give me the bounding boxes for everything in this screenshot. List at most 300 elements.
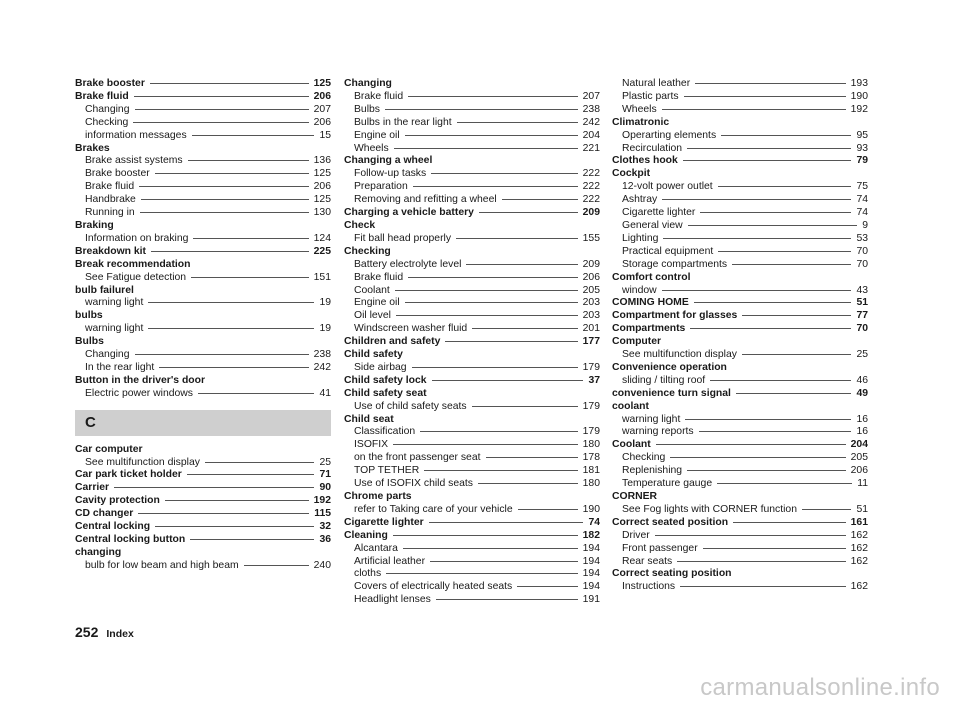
index-entry[interactable] [75, 482, 331, 495]
index-subentry[interactable] [75, 272, 331, 285]
entry-term: Driver [622, 529, 650, 541]
leader-line [502, 199, 578, 200]
index-subentry[interactable] [612, 259, 868, 272]
entry-term: CD changer [75, 508, 134, 520]
entry-term: Charging a vehicle battery [344, 207, 474, 219]
entry-term: warning light [85, 323, 144, 335]
index-entry[interactable] [344, 207, 600, 220]
leader-line [479, 212, 578, 213]
page-reference[interactable]: 162 [850, 542, 868, 554]
index-entry[interactable] [75, 521, 331, 534]
page-reference[interactable]: 194 [582, 542, 600, 554]
page-reference[interactable]: 25 [856, 349, 868, 361]
index-subentry[interactable] [75, 155, 331, 168]
entry-term: Car computer [75, 443, 143, 455]
page-reference[interactable]: 190 [850, 90, 868, 102]
leader-line [694, 302, 852, 303]
page-reference[interactable]: 179 [582, 361, 600, 373]
index-subentry[interactable] [344, 194, 600, 207]
leader-line [736, 393, 851, 394]
leader-line [140, 212, 309, 213]
page-reference[interactable]: 206 [313, 116, 331, 128]
index-entry [612, 401, 868, 414]
entry-term: Changing a wheel [344, 155, 433, 167]
entry-term: Electric power windows [85, 387, 193, 399]
entry-term: Brake booster [85, 168, 150, 180]
index-subentry[interactable] [344, 568, 600, 581]
entry-term: Child safety seat [344, 387, 427, 399]
entry-term: Compartment for glasses [612, 310, 738, 322]
page-reference[interactable]: 95 [856, 129, 868, 141]
entry-term: See multifunction display [85, 456, 200, 468]
index-subentry[interactable] [75, 297, 331, 310]
leader-line [486, 457, 578, 458]
page-reference[interactable]: 162 [850, 529, 868, 541]
entry-term: Correct seating position [612, 568, 732, 580]
entry-term: Brake assist systems [85, 155, 183, 167]
leader-line [662, 199, 851, 200]
index-subentry[interactable] [344, 465, 600, 478]
leader-line [688, 225, 858, 226]
index-subentry[interactable] [612, 78, 868, 91]
page-reference[interactable]: 242 [313, 361, 331, 373]
page-reference[interactable]: 77 [856, 310, 868, 322]
index-subentry[interactable] [344, 452, 600, 465]
entry-term: Front passenger [622, 542, 698, 554]
entry-term: Artificial leather [354, 555, 426, 567]
index-entry[interactable] [612, 323, 868, 336]
entry-term: Natural leather [622, 78, 691, 89]
page-reference[interactable]: 192 [313, 495, 331, 507]
leader-line [685, 419, 851, 420]
page-reference[interactable]: 201 [582, 323, 600, 335]
index-entry[interactable] [612, 517, 868, 530]
index-subentry[interactable] [344, 478, 600, 491]
page-reference[interactable]: 206 [313, 90, 331, 102]
index-subentry[interactable] [75, 130, 331, 143]
index-entry [344, 155, 600, 168]
leader-line [165, 500, 309, 501]
leader-line [430, 561, 578, 562]
index-entry[interactable] [612, 388, 868, 401]
page-reference[interactable]: 32 [319, 521, 331, 533]
page-reference[interactable]: 162 [850, 581, 868, 593]
page-reference[interactable]: 125 [313, 78, 331, 89]
leader-line [742, 315, 851, 316]
leader-line [424, 470, 577, 471]
index-subentry[interactable] [612, 207, 868, 220]
leader-line [472, 328, 577, 329]
page-reference[interactable]: 191 [582, 594, 600, 606]
page-reference[interactable]: 222 [582, 168, 600, 180]
page-reference[interactable]: 194 [582, 581, 600, 593]
page-reference[interactable]: 19 [319, 323, 331, 335]
leader-line [396, 315, 578, 316]
entry-term: bulb failurel [75, 284, 134, 296]
index-entry[interactable] [75, 91, 331, 104]
index-subentry[interactable] [75, 181, 331, 194]
page-reference[interactable]: 204 [850, 439, 868, 451]
section-letter-heading: C [75, 410, 331, 436]
index-entry [612, 568, 868, 581]
index-entry[interactable] [75, 469, 331, 482]
page-reference[interactable]: 205 [582, 284, 600, 296]
page-reference[interactable]: 155 [582, 232, 600, 244]
index-subentry[interactable] [75, 104, 331, 117]
index-entry[interactable] [344, 336, 600, 349]
leader-line [403, 548, 578, 549]
index-subentry[interactable] [75, 362, 331, 375]
leader-line [456, 238, 578, 239]
page-reference[interactable]: 179 [582, 400, 600, 412]
leader-line [148, 302, 314, 303]
entry-term: on the front passenger seat [354, 452, 481, 464]
index-entry [612, 168, 868, 181]
leader-line [405, 302, 578, 303]
index-subentry[interactable] [344, 91, 600, 104]
entry-term: Plastic parts [622, 90, 679, 102]
entry-term: Bulbs [75, 336, 104, 348]
index-entry[interactable] [344, 375, 600, 388]
leader-line [684, 96, 846, 97]
entry-term: Storage compartments [622, 258, 728, 270]
page-reference[interactable]: 16 [856, 426, 868, 438]
index-entry [75, 143, 331, 156]
leader-line [193, 238, 308, 239]
index-subentry[interactable] [344, 143, 600, 156]
leader-line [742, 354, 852, 355]
entry-term: ISOFIX [354, 439, 389, 451]
page-reference[interactable]: 209 [582, 207, 600, 219]
entry-term: Use of ISOFIX child seats [354, 478, 473, 490]
index-subentry[interactable] [344, 362, 600, 375]
entry-term: Changing [344, 78, 392, 89]
index-entry[interactable] [612, 439, 868, 452]
page-reference[interactable]: 180 [582, 478, 600, 490]
index-subentry[interactable] [344, 297, 600, 310]
page-reference[interactable]: 177 [582, 336, 600, 348]
page-reference[interactable]: 206 [582, 271, 600, 283]
index-subentry[interactable] [612, 181, 868, 194]
index-subentry[interactable] [344, 594, 600, 607]
leader-line [135, 109, 309, 110]
page-reference[interactable]: 93 [856, 142, 868, 154]
leader-line [700, 212, 851, 213]
page-reference[interactable]: 15 [319, 129, 331, 141]
entry-term: Follow-up tasks [354, 168, 427, 180]
page-reference[interactable]: 136 [313, 155, 331, 167]
entry-term: Coolant [354, 284, 390, 296]
index-entry[interactable] [75, 78, 331, 91]
index-subentry[interactable] [75, 457, 331, 470]
page-reference[interactable]: 193 [850, 78, 868, 89]
leader-line [683, 160, 852, 161]
index-entry[interactable] [344, 530, 600, 543]
page-reference[interactable]: 70 [856, 258, 868, 270]
index-entry [612, 336, 868, 349]
page-reference[interactable]: 115 [314, 508, 331, 520]
page-reference[interactable]: 74 [856, 194, 868, 206]
index-subentry[interactable] [612, 504, 868, 517]
index-subentry[interactable] [612, 91, 868, 104]
entry-term: Braking [75, 219, 114, 231]
page-reference[interactable]: 51 [856, 503, 868, 515]
entry-term: bulb for low beam and high beam [85, 559, 239, 571]
entry-term: Battery electrolyte level [354, 258, 462, 270]
index-entry [612, 491, 868, 504]
leader-line [429, 522, 584, 523]
page-reference[interactable]: 130 [313, 207, 331, 219]
page-reference[interactable]: 37 [588, 374, 600, 386]
page-reference[interactable]: 125 [313, 194, 331, 206]
index-subentry[interactable] [612, 285, 868, 298]
page-reference[interactable]: 178 [582, 452, 600, 464]
page-reference[interactable]: 203 [582, 297, 600, 309]
index-subentry[interactable] [612, 543, 868, 556]
index-subentry[interactable] [612, 452, 868, 465]
index-subentry[interactable] [344, 504, 600, 517]
entry-term: Recirculation [622, 142, 683, 154]
index-subentry[interactable] [344, 310, 600, 323]
page-reference[interactable]: 180 [582, 439, 600, 451]
index-subentry[interactable] [344, 104, 600, 117]
page-reference[interactable]: 203 [582, 310, 600, 322]
index-subentry[interactable] [612, 246, 868, 259]
page-reference[interactable]: 53 [856, 232, 868, 244]
index-entry[interactable] [75, 495, 331, 508]
index-entry [344, 414, 600, 427]
page-reference[interactable]: 124 [313, 232, 331, 244]
page-reference[interactable]: 70 [856, 245, 868, 257]
entry-term: Classification [354, 426, 416, 438]
page-reference[interactable]: 49 [856, 387, 868, 399]
index-subentry[interactable] [612, 220, 868, 233]
index-entry [75, 336, 331, 349]
index-subentry[interactable] [344, 439, 600, 452]
page-reference[interactable]: 225 [313, 245, 331, 257]
page-reference[interactable]: 238 [313, 349, 331, 361]
index-subentry[interactable] [75, 323, 331, 336]
page-reference[interactable]: 206 [313, 181, 331, 193]
page-reference[interactable]: 221 [582, 142, 600, 154]
entry-term: warning light [85, 297, 144, 309]
leader-line [413, 186, 578, 187]
index-subentry[interactable] [344, 581, 600, 594]
entry-term: cloths [354, 568, 382, 580]
index-subentry[interactable] [344, 117, 600, 130]
index-subentry[interactable] [344, 401, 600, 414]
index-subentry[interactable] [612, 530, 868, 543]
index-subentry[interactable] [612, 349, 868, 362]
entry-term: refer to Taking care of your vehicle [354, 503, 513, 515]
index-subentry[interactable] [75, 168, 331, 181]
entry-term: Bulbs in the rear light [354, 116, 452, 128]
index-subentry[interactable] [75, 194, 331, 207]
entry-term: window [622, 284, 657, 296]
entry-term: Temperature gauge [622, 478, 713, 490]
entry-term: Windscreen washer fluid [354, 323, 468, 335]
entry-term: Chrome parts [344, 491, 412, 502]
page-reference[interactable]: 43 [856, 284, 868, 296]
page-reference[interactable]: 25 [319, 456, 331, 468]
index-subentry[interactable] [344, 285, 600, 298]
index-subentry[interactable] [612, 233, 868, 246]
index-subentry[interactable] [75, 117, 331, 130]
entry-term: Breakdown kit [75, 245, 147, 257]
page-reference[interactable]: 74 [856, 207, 868, 219]
page-reference[interactable]: 222 [582, 194, 600, 206]
index-entry [75, 375, 331, 388]
index-subentry[interactable] [612, 104, 868, 117]
page-reference[interactable]: 209 [582, 258, 600, 270]
index-entry [75, 310, 331, 323]
page-reference[interactable]: 179 [582, 426, 600, 438]
entry-term: convenience turn signal [612, 387, 731, 399]
entry-term: Handbrake [85, 194, 136, 206]
page-reference[interactable]: 71 [319, 469, 331, 481]
page-reference[interactable]: 70 [856, 323, 868, 335]
page-reference[interactable]: 206 [850, 465, 868, 477]
page-reference[interactable]: 182 [582, 529, 600, 541]
index-subentry[interactable] [612, 556, 868, 569]
page-reference[interactable]: 207 [313, 103, 331, 115]
page-reference[interactable]: 242 [582, 116, 600, 128]
page-reference[interactable]: 238 [582, 103, 600, 115]
index-column-1 [75, 78, 331, 573]
entry-term: Brake fluid [354, 271, 404, 283]
page-reference[interactable]: 11 [857, 478, 868, 490]
page-reference[interactable]: 190 [582, 503, 600, 515]
index-entry [75, 444, 331, 457]
index-entry[interactable] [344, 517, 600, 530]
index-subentry[interactable] [612, 130, 868, 143]
page-reference[interactable]: 161 [850, 516, 868, 528]
page-reference[interactable]: 240 [313, 559, 331, 571]
page-reference[interactable]: 90 [319, 482, 331, 494]
page-reference[interactable]: 204 [582, 129, 600, 141]
page-reference[interactable]: 36 [319, 534, 331, 545]
page-reference[interactable]: 19 [319, 297, 331, 309]
page-reference[interactable]: 162 [850, 555, 868, 567]
entry-term: General view [622, 219, 683, 231]
index-entry [344, 78, 600, 91]
page-reference[interactable]: 194 [582, 555, 600, 567]
index-subentry[interactable] [75, 233, 331, 246]
index-subentry[interactable] [612, 414, 868, 427]
page-reference[interactable]: 74 [588, 516, 600, 528]
leader-line [802, 509, 851, 510]
index-subentry[interactable] [344, 181, 600, 194]
index-entry[interactable] [75, 246, 331, 259]
index-subentry[interactable] [612, 426, 868, 439]
index-subentry[interactable] [75, 349, 331, 362]
entry-term: sliding / tilting roof [622, 374, 706, 386]
entry-term: Climatronic [612, 116, 670, 128]
index-entry[interactable] [612, 155, 868, 168]
leader-line [687, 148, 851, 149]
page-reference[interactable]: 194 [582, 568, 600, 580]
index-subentry[interactable] [344, 426, 600, 439]
index-entry[interactable] [612, 310, 868, 323]
index-subentry[interactable] [75, 388, 331, 401]
index-subentry[interactable] [344, 272, 600, 285]
index-entry[interactable] [612, 297, 868, 310]
index-entry[interactable] [75, 508, 331, 521]
leader-line [133, 122, 308, 123]
index-subentry[interactable] [344, 168, 600, 181]
leader-line [188, 160, 309, 161]
page-reference[interactable]: 181 [582, 465, 600, 477]
leader-line [431, 173, 577, 174]
index-subentry[interactable] [344, 323, 600, 336]
page-reference[interactable]: 205 [850, 452, 868, 464]
leader-line [135, 354, 309, 355]
index-subentry[interactable] [612, 143, 868, 156]
entry-term: Cigarette lighter [344, 516, 424, 528]
leader-line [663, 238, 851, 239]
page-reference[interactable]: 51 [856, 297, 868, 309]
index-subentry[interactable] [344, 130, 600, 143]
index-subentry[interactable] [612, 194, 868, 207]
entry-term: CORNER [612, 491, 658, 502]
entry-term: Changing [85, 349, 130, 361]
index-entry [344, 491, 600, 504]
page-reference[interactable]: 41 [319, 387, 331, 399]
index-subentry[interactable] [344, 233, 600, 246]
entry-term: Computer [612, 336, 662, 348]
leader-line [150, 83, 309, 84]
entry-term: Check [344, 219, 376, 231]
page-reference[interactable]: 46 [856, 374, 868, 386]
entry-term: Lighting [622, 232, 659, 244]
index-subentry[interactable] [612, 465, 868, 478]
index-subentry[interactable] [344, 259, 600, 272]
page-reference[interactable]: 151 [313, 271, 331, 283]
index-subentry[interactable] [344, 556, 600, 569]
entry-term: See Fog lights with CORNER function [622, 503, 797, 515]
index-subentry[interactable] [344, 543, 600, 556]
entry-term: Removing and refitting a wheel [354, 194, 497, 206]
index-subentry[interactable] [612, 478, 868, 491]
page-reference[interactable]: 75 [856, 181, 868, 193]
entry-term: Central locking button [75, 534, 186, 545]
entry-term: Ashtray [622, 194, 658, 206]
index-subentry[interactable] [75, 560, 331, 573]
page-reference[interactable]: 222 [582, 181, 600, 193]
index-entry[interactable] [75, 534, 331, 547]
entry-term: Convenience operation [612, 361, 727, 373]
page-reference[interactable]: 125 [313, 168, 331, 180]
index-subentry[interactable] [612, 375, 868, 388]
entry-term: bulbs [75, 310, 103, 322]
index-subentry[interactable] [75, 207, 331, 220]
entry-term: Brake fluid [75, 90, 129, 102]
page-reference[interactable]: 79 [856, 155, 868, 167]
index-entry [75, 547, 331, 560]
page-reference[interactable]: 192 [850, 103, 868, 115]
leader-line [386, 573, 578, 574]
leader-line [408, 96, 578, 97]
leader-line [192, 135, 315, 136]
page-reference[interactable]: 9 [862, 219, 868, 231]
index-subentry[interactable] [612, 581, 868, 594]
page-reference[interactable]: 207 [582, 90, 600, 102]
page-reference[interactable]: 16 [856, 413, 868, 425]
leader-line [710, 380, 851, 381]
entry-term: Correct seated position [612, 516, 729, 528]
index-column-2 [344, 78, 600, 607]
leader-line [662, 109, 846, 110]
